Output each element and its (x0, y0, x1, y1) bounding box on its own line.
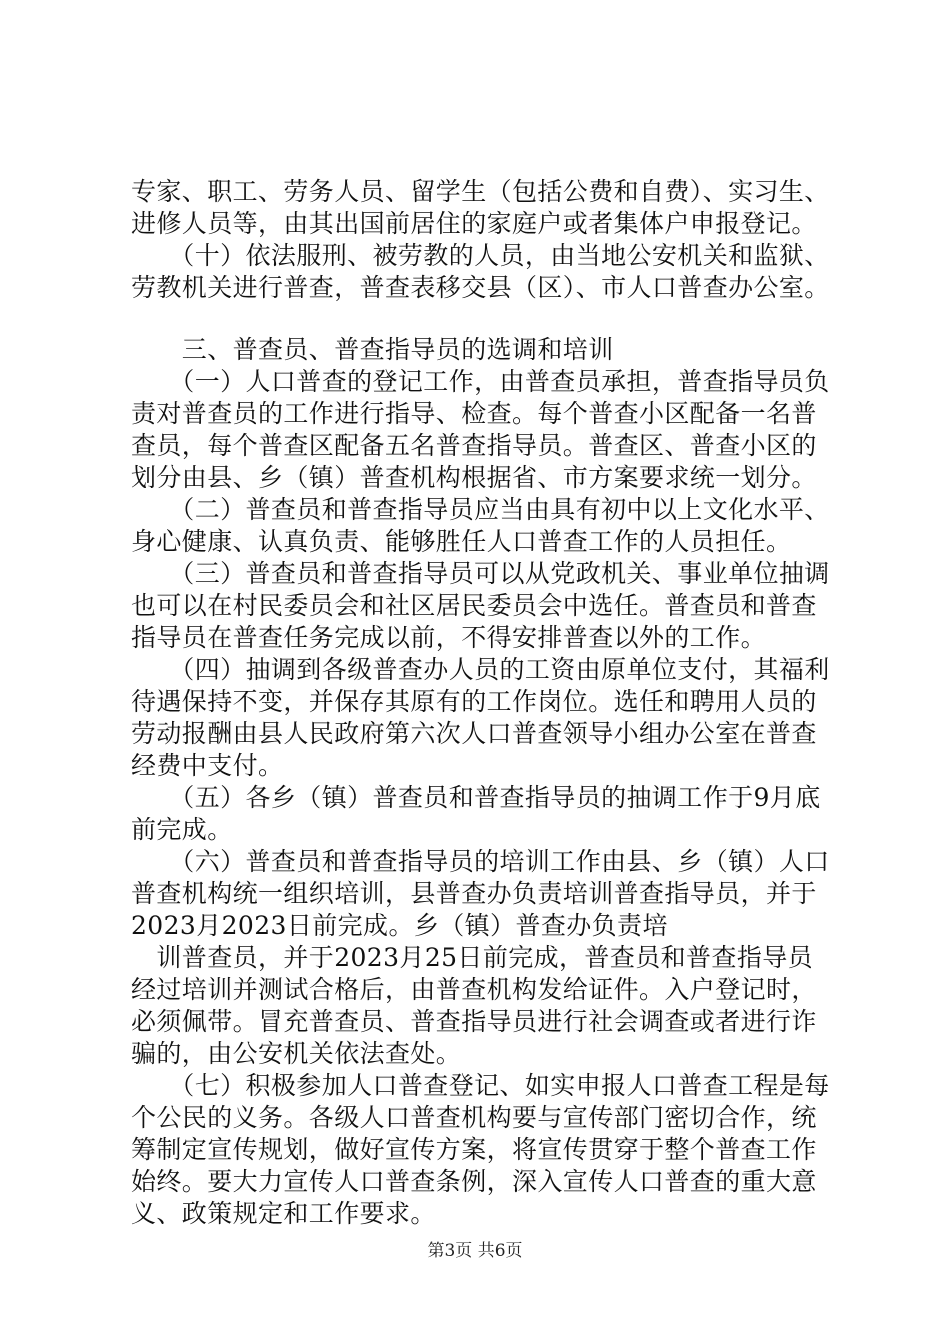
body-line: （四）抽调到各级普查办人员的工资由原单位支付，其福利 (131, 655, 830, 684)
body-line: 划分由县、乡（镇）普查机构根据省、市方案要求统一划分。 (131, 463, 817, 492)
body-line: 筹制定宣传规划，做好宣传方案，将宣传贯穿于整个普查工作 (131, 1135, 817, 1164)
body-line: 指导员在普查任务完成以前，不得安排普查以外的工作。 (131, 623, 767, 652)
body-line: 劳教机关进行普查，普查表移交县（区）、市人口普查办公室。 (131, 273, 830, 302)
body-line: 前完成。 (131, 815, 233, 844)
page-footer: 第3页 共6页 (427, 1241, 523, 1261)
body-line: 始终。要大力宣传人口普查条例，深入宣传人口普查的重大意 (131, 1167, 817, 1196)
body-line: 劳动报酬由县人民政府第六次人口普查领导小组办公室在普查 (131, 719, 817, 748)
body-line: 经费中支付。 (131, 751, 284, 780)
body-line: 经过培训并测试合格后，由普查机构发给证件。入户登记时， (131, 975, 817, 1004)
section-heading: 三、普查员、普查指导员的选调和培训 (131, 335, 614, 364)
body-line: 骗的，由公安机关依法查处。 (131, 1039, 462, 1068)
body-line: 义、政策规定和工作要求。 (131, 1199, 436, 1228)
body-line: 个公民的义务。各级人口普查机构要与宣传部门密切合作，统 (131, 1103, 817, 1132)
body-line: 责对普查员的工作进行指导、检查。每个普查小区配备一名普 (131, 399, 817, 428)
body-line: 待遇保持不变，并保存其原有的工作岗位。选任和聘用人员的 (131, 687, 817, 716)
body-line: （一）人口普查的登记工作，由普查员承担，普查指导员负 (131, 367, 830, 396)
body-line: 身心健康、认真负责、能够胜任人口普查工作的人员担任。 (131, 527, 792, 556)
body-line: 2023月2023日前完成。乡（镇）普查办负责培 (131, 911, 668, 940)
body-line: （六）普查员和普查指导员的培训工作由县、乡（镇）人口 (131, 847, 830, 876)
body-line: （十）依法服刑、被劳教的人员，由当地公安机关和监狱、 (131, 241, 830, 270)
body-line: 专家、职工、劳务人员、留学生（包括公费和自费）、实习生、 (131, 177, 830, 206)
body-line: （二）普查员和普查指导员应当由具有初中以上文化水平、 (131, 495, 830, 524)
body-line: 查员，每个普查区配备五名普查指导员。普查区、普查小区的 (131, 431, 817, 460)
body-line: 普查机构统一组织培训，县普查办负责培训普查指导员，并于 (131, 879, 817, 908)
body-line: （五）各乡（镇）普查员和普查指导员的抽调工作于9月底 (131, 783, 821, 812)
body-line: （七）积极参加人口普查登记、如实申报人口普查工程是每 (131, 1071, 830, 1100)
body-line: 进修人员等，由其出国前居住的家庭户或者集体户申报登记。 (131, 209, 817, 238)
body-line: 必须佩带。冒充普查员、普查指导员进行社会调查或者进行诈 (131, 1007, 817, 1036)
body-line: （三）普查员和普查指导员可以从党政机关、事业单位抽调 (131, 559, 830, 588)
body-line: 也可以在村民委员会和社区居民委员会中选任。普查员和普查 (131, 591, 817, 620)
body-line: 训普查员，并于2023月25日前完成，普查员和普查指导员 (131, 943, 814, 972)
